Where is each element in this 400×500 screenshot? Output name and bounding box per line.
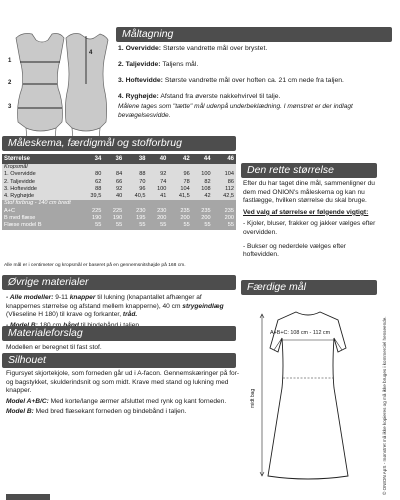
mal-item-overvidde: [118, 44, 392, 53]
row-label: 1. Overvidde: [2, 171, 80, 178]
table-row: [2, 179, 236, 186]
silhouet-b-text: Med bred flæsekant forneden og bindebånd i taljen.: [33, 408, 187, 416]
table-cell: 200: [192, 215, 213, 222]
size-table: [2, 154, 236, 230]
table-row: [2, 222, 236, 229]
maltagning-note: Målene tages som "tætte" mål udenpå underbeklædning. I mønstret er der indlagt bevægelsesvidde.: [118, 103, 353, 119]
table-row: [2, 186, 236, 193]
table-row: [2, 171, 236, 178]
table-cell: 200: [148, 215, 169, 222]
mal-item-num: 2.: [118, 61, 124, 68]
maltagning-list: [118, 44, 392, 120]
column-header: 42: [168, 154, 191, 164]
table-cell: 70: [124, 179, 147, 186]
table-cell: 104: [213, 171, 236, 178]
table-cell: 42,5: [213, 193, 236, 200]
table-cell: 55: [80, 222, 103, 229]
table-cell: 100: [192, 171, 213, 178]
ovrige-text-part: 9-11: [53, 294, 70, 301]
table-cell: 55: [168, 222, 191, 229]
table-cell: 40,5: [124, 193, 147, 200]
list-item: - Kjoler, bluser, frakker og jakker vælges efter overvidden.: [243, 220, 376, 236]
row-label: Flæse model B: [2, 222, 80, 229]
maltagning-header: Måltagning: [116, 27, 392, 42]
mal-item-text: Største vandrette mål over brystet.: [162, 45, 268, 52]
table-cell: 195: [124, 215, 147, 222]
column-header: Størrelse: [2, 154, 80, 164]
table-row: [2, 215, 236, 222]
mal-item-title: Hoftevidde:: [125, 77, 163, 84]
table-cell: 200: [213, 215, 236, 222]
section-label: Stof forbrug - 140 cm bredt: [2, 200, 236, 207]
bottom-mark-bar: [6, 494, 50, 500]
ovrige-text-part: til lukning (knapantallet afhænger af knappernes størrelse og afstand mellem knapperne), 40 cm: [6, 294, 202, 310]
section-row-kropsmal: [2, 164, 236, 171]
table-cell: 88: [124, 171, 147, 178]
table-cell: 96: [168, 171, 191, 178]
row-label: 2. Taljevidde: [2, 179, 80, 186]
table-cell: 235: [168, 208, 191, 215]
table-cell: 230: [124, 208, 147, 215]
ovrige-bold-part: knapper: [69, 294, 96, 301]
table-cell: 112: [213, 186, 236, 193]
silhouet-model-b: [6, 408, 240, 417]
table-cell: 55: [148, 222, 169, 229]
table-cell: 74: [148, 179, 169, 186]
table-row: [2, 193, 236, 200]
table-cell: 55: [103, 222, 124, 229]
figure-label-3: 3: [8, 104, 12, 110]
mal-item-title: Overvidde:: [125, 45, 162, 52]
list-item: - Bukser og nederdele vælges efter hoftevidden.: [243, 242, 346, 259]
column-header: 38: [124, 154, 147, 164]
row-label: B med flæse: [2, 215, 80, 222]
ovrige-bold-part: strygeindlæg: [182, 302, 224, 310]
figure-label-2: 2: [8, 80, 12, 86]
table-cell: 225: [103, 208, 124, 215]
column-header: 44: [192, 154, 213, 164]
table-cell: 190: [80, 215, 103, 222]
mal-item-taljevidde: [118, 60, 392, 69]
table-cell: 55: [192, 222, 213, 229]
table-cell: 40: [103, 193, 124, 200]
silhouet-ac-text: Med korte/lange ærmer afsluttet med rynk og kant forneden.: [48, 397, 227, 405]
table-cell: 41,5: [168, 193, 191, 200]
center-back-label: midt bag: [250, 388, 256, 408]
ovrige-all-lead: - Alle modeller:: [6, 294, 54, 301]
section-row-stofforbrug: [2, 200, 236, 207]
figure-label-4: 4: [89, 50, 93, 56]
silhouet-ac-label: Model A+B/C:: [6, 397, 49, 405]
maleskema-header: Måleskema, færdigmål og stofforbrug: [2, 136, 236, 151]
table-cell: 62: [80, 179, 103, 186]
table-cell: 235: [192, 208, 213, 215]
column-header: 40: [148, 154, 169, 164]
table-cell: 200: [168, 215, 191, 222]
table-cell: 41: [148, 193, 169, 200]
table-cell: 39,5: [80, 193, 103, 200]
mal-item-text: Taljens mål.: [162, 61, 199, 68]
table-cell: 235: [213, 208, 236, 215]
copyright-side-text: © ONION ApS - mønstret må ikke kopieres og må ikke bruges i kommerciel henseende.: [382, 316, 387, 495]
mal-item-num: 3.: [118, 77, 124, 84]
table-cell: 108: [192, 186, 213, 193]
materialeforslag-header: Materialeforslag: [2, 326, 236, 341]
mal-item-num: 1.: [118, 45, 124, 52]
dress-illustration: [248, 298, 368, 488]
table-footnote: Alle mål er i centimeter og kropsmål er baseret på en gennemsnitshøjde på 168 cm.: [4, 263, 186, 268]
mal-item-text: Største vandrette mål over hoften ca. 21 cm nede fra taljen.: [164, 77, 344, 84]
ovrige-all-models: [6, 294, 236, 320]
mal-item-hoftevidde: [118, 76, 392, 85]
silhouet-text: [6, 370, 240, 419]
rette-rule-lead: Ved valg af størrelse er følgende vigtigt:: [243, 208, 369, 216]
mal-item-num: 4.: [118, 93, 124, 100]
table-cell: 55: [124, 222, 147, 229]
finished-measure-label: A+B+C: 108 cm - 112 cm: [270, 330, 331, 336]
table-row: [2, 208, 236, 215]
mal-item-ryghojde: [118, 92, 392, 101]
column-header: 34: [80, 154, 103, 164]
ovrige-text-part: (Vlieseline H 180) til krave og forkanter,: [6, 311, 123, 319]
table-cell: 190: [103, 215, 124, 222]
table-cell: 230: [148, 208, 169, 215]
row-label: 4. Ryghøjde: [2, 193, 80, 200]
mal-item-title: Ryghøjde:: [125, 93, 159, 100]
table-cell: 100: [148, 186, 169, 193]
silhouet-header: Silhouet: [2, 353, 236, 368]
mal-item-text: Afstand fra øverste nakkehvirvel til talje.: [160, 93, 281, 100]
rette-intro: Efter du har taget dine mål, sammenligner du dem med ONION's måleskema og kan nu fastlægge, hvilken størrelse du skal bruge.: [243, 180, 375, 205]
ovrige-header: Øvrige materialer: [2, 275, 236, 290]
silhouet-p1: Figursyet skjortekjole, som forneden går ud i A-facon. Gennemskæringer på for- og bagstykket, skulderindsnit og som midt. Krave med stand og lukning med knapper.: [6, 370, 240, 395]
table-cell: 80: [80, 171, 103, 178]
table-cell: 96: [124, 186, 147, 193]
column-header: 46: [213, 154, 236, 164]
ovrige-bold-part: tråd.: [122, 311, 138, 319]
finished-measure-drawing: [248, 298, 368, 488]
table-cell: 66: [103, 179, 124, 186]
table-cell: 225: [80, 208, 103, 215]
table-cell: 86: [213, 179, 236, 186]
row-label: A+C: [2, 208, 80, 215]
table-cell: 84: [103, 171, 124, 178]
row-label: 3. Hoftevidde: [2, 186, 80, 193]
table-cell: 104: [168, 186, 191, 193]
silhouet-b-label: Model B:: [6, 408, 34, 416]
column-header: 36: [103, 154, 124, 164]
table-cell: 82: [192, 179, 213, 186]
table-cell: 92: [148, 171, 169, 178]
table-cell: 42: [192, 193, 213, 200]
rette-text: [243, 180, 377, 260]
table-cell: 88: [80, 186, 103, 193]
faerdige-header: Færdige mål: [241, 280, 377, 295]
table-cell: 78: [168, 179, 191, 186]
materialeforslag-text: Modellen er beregnet til fast stof.: [6, 344, 102, 351]
table-cell: 55: [213, 222, 236, 229]
table-cell: 92: [103, 186, 124, 193]
rette-bullets: [243, 220, 377, 259]
figure-label-1: 1: [8, 58, 12, 64]
section-label: Kropsmål: [2, 164, 236, 171]
mal-item-title: Taljevidde:: [125, 61, 161, 68]
silhouet-model-ac: [6, 398, 240, 407]
size-table-header-row: [2, 154, 236, 164]
rette-header: Den rette størrelse: [241, 163, 377, 178]
